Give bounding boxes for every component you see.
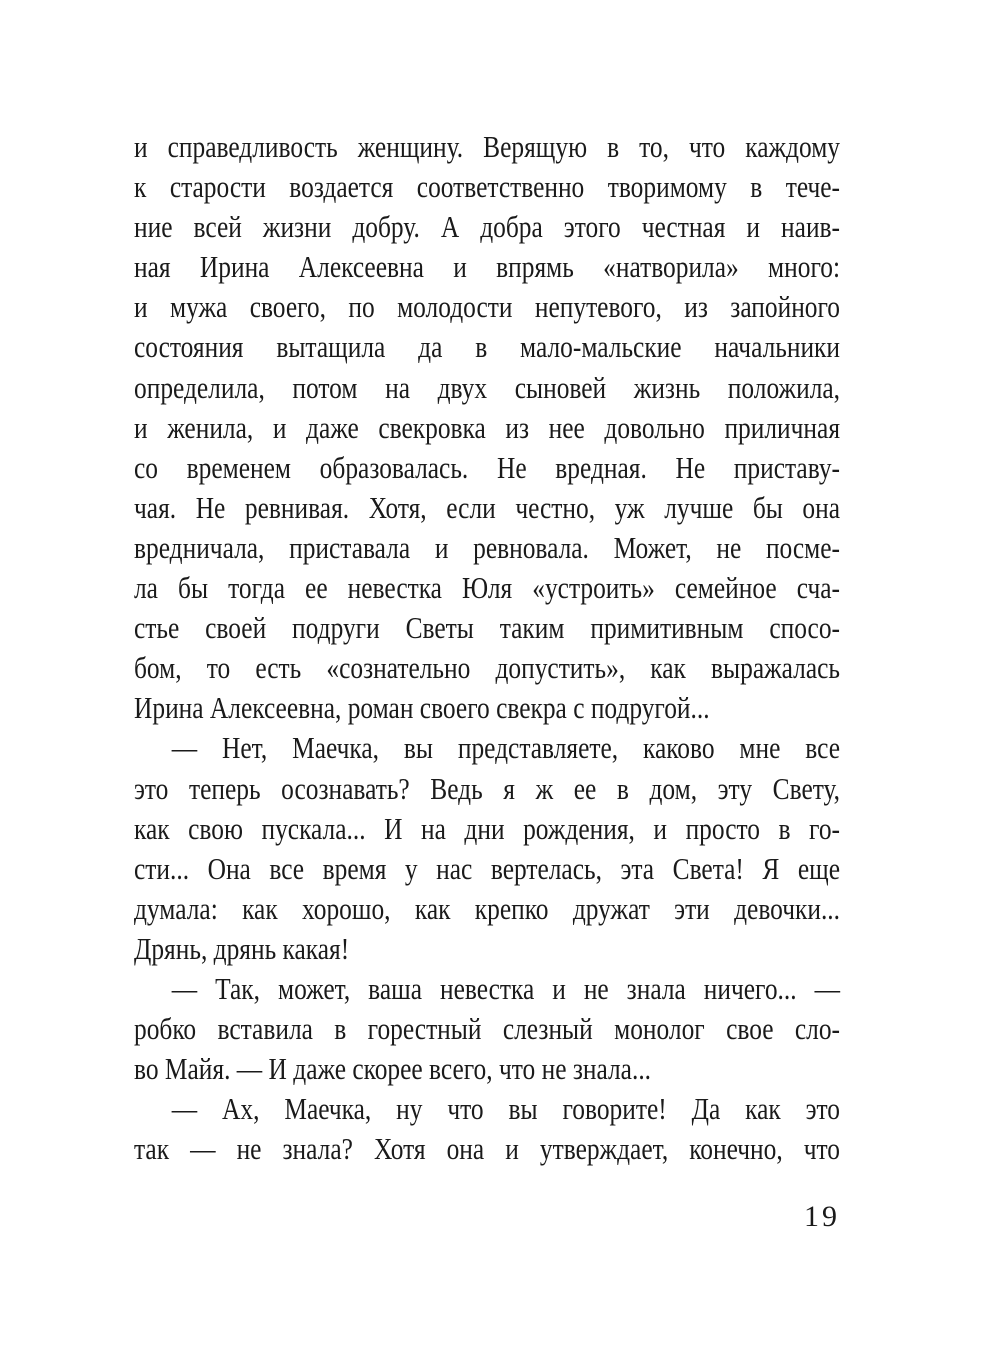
- text-line: и женила, и даже свекровка из нее довольно приличная: [134, 409, 841, 445]
- text-line: вредничала, приставала и ревновала. Может, не посме-: [134, 529, 841, 565]
- text-line: — Ах, Маечка, ну что вы говорите! Да как это: [171, 1091, 841, 1127]
- text-line: сти... Она все время у нас вертелась, эта Света! Я еще: [134, 850, 841, 886]
- text-line: со временем образовалась. Не вредная. Не приставу-: [134, 449, 841, 485]
- text-line: стье своей подруги Светы таким примитивным спосо-: [134, 610, 841, 646]
- text-line: Ирина Алексеевна, роман своего свекра с подругой...: [134, 690, 710, 726]
- text-line: ние всей жизни добру. А добра этого честная и наив-: [134, 209, 841, 245]
- text-line: — Нет, Маечка, вы представляете, каково мне все: [171, 730, 841, 766]
- text-line: чая. Не ревнивая. Хотя, если честно, уж лучше бы она: [134, 489, 841, 525]
- text-line: и мужа своего, по молодости непутевого, из запойного: [134, 289, 841, 325]
- text-line: к старости воздается соответственно творимому в тече-: [134, 169, 841, 205]
- text-line: состояния вытащила да в мало-мальские начальники: [134, 329, 841, 365]
- text-line: так — не знала? Хотя она и утверждает, конечно, что: [134, 1131, 841, 1167]
- body-text: [134, 127, 840, 1169]
- page-number: 19: [804, 1200, 840, 1233]
- text-line: бом, то есть «сознательно допустить», как выражалась: [134, 650, 841, 686]
- text-line: во Майя. — И даже скорее всего, что не знала...: [134, 1051, 652, 1087]
- text-line: определила, потом на двух сыновей жизнь положила,: [134, 369, 841, 405]
- text-line: робко вставила в горестный слезный монолог свое сло-: [134, 1011, 841, 1047]
- text-line: ла бы тогда ее невестка Юля «устроить» семейное сча-: [134, 570, 841, 606]
- text-line: и справедливость женщину. Верящую в то, что каждому: [134, 129, 841, 164]
- text-line: это теперь осознавать? Ведь я ж ее в дом, эту Свету,: [134, 770, 841, 806]
- text-line: ная Ирина Алексеевна и впрямь «натворила» много:: [134, 249, 841, 285]
- text-line: думала: как хорошо, как крепко дружат эти девочки...: [134, 890, 841, 926]
- text-line: Дрянь, дрянь какая!: [134, 930, 350, 966]
- text-line: как свою пускала... И на дни рождения, и просто в го-: [134, 810, 841, 846]
- text-line: — Так, может, ваша невестка и не знала ничего... —: [171, 970, 841, 1006]
